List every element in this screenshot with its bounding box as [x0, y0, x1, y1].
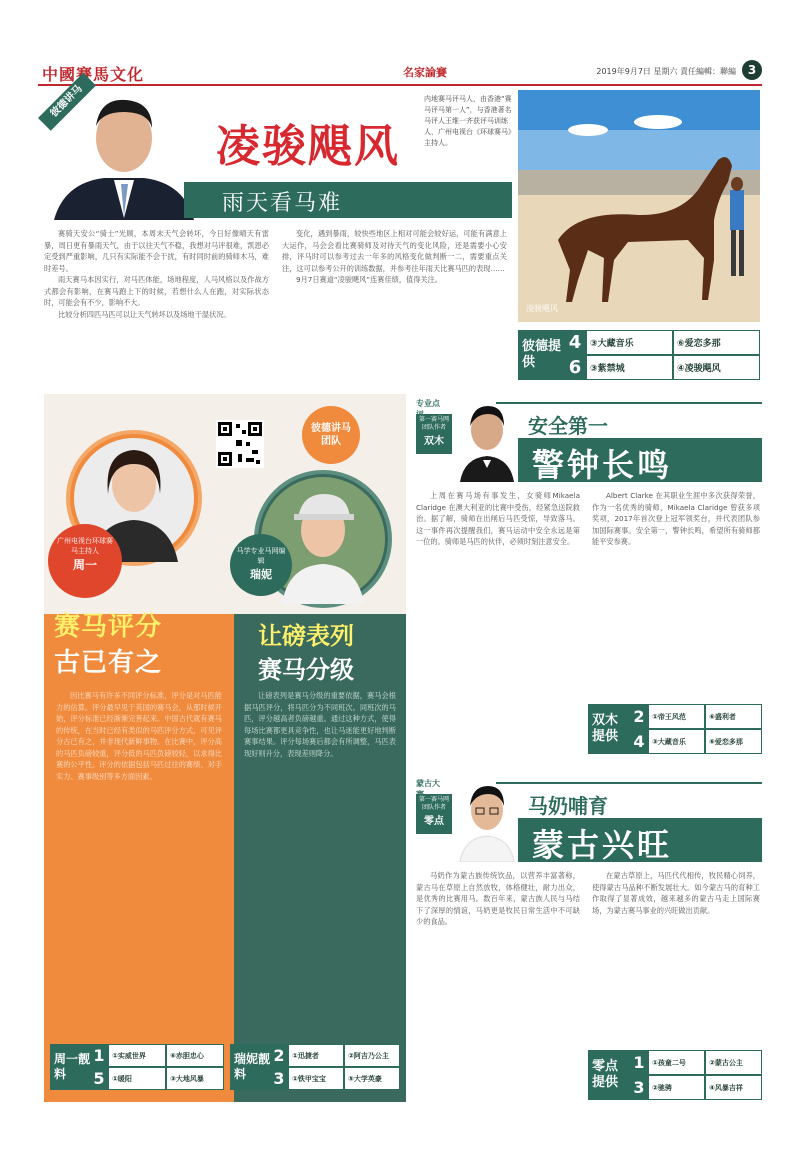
page-header	[38, 60, 762, 86]
tip-label: 彼德提供	[522, 339, 562, 370]
mongolia-title-small: 马奶哺育	[528, 794, 608, 818]
safety-title-bar	[518, 438, 762, 482]
tip-box-peter	[518, 330, 760, 380]
tip-box-ruini: 瑞妮靓料 2 3 ①迅捷者 ②阿吉乃公主 ①铁甲宝宝 ⑤大学英豪	[230, 1044, 400, 1090]
qr-code-graphic	[216, 420, 264, 468]
section-name: 名家論賽	[403, 66, 447, 79]
article-column-2: 变化，遇到暴雨，较快些地区上相对可能会较好运，可能有满意上大运作，马会会看比赛骑师及对待天气的变化风险，还是需要小心安排，评马时可以参考过去一年多的风格变化做判断一二，需要重点关注，这可以参考公开的训练数据，并参考往年雨天比赛马匹的表现…… 9月7日赛道“凌骏飓风”连赛佳绩，值得关注。	[282, 229, 507, 284]
mongolia-column-2: 在蒙古草原上，马匹代代相传，牧民精心饲养，使得蒙古马品种不断发展壮大。如今蒙古马的育种工作取得了显著成效，越来越多的蒙古马走上国际赛场，为蒙古赛马事业的兴旺做出贡献。	[592, 871, 760, 915]
heading-weights-2: 赛马分级	[258, 655, 354, 684]
team-badge: 彼德讲马团队	[302, 406, 360, 464]
team-panel	[44, 394, 406, 1102]
newspaper-logo: 中國賽馬文化	[42, 65, 145, 84]
lingdian-portrait-graphic	[456, 778, 518, 862]
author-photo-shuangmu	[456, 398, 518, 482]
tip-box-lingdian: 零点提供 1 3 ①孩童二号 ②蒙古公主 ②驰骋 ④风暴吉祥	[588, 1050, 762, 1100]
article-column-1: 赛骑天安公“骑士”光顾，本周末天气会转坏，今日好像晴天有雷暴，周日更有暴雨天气，由于以往天气不稳，我想对马评很难，凯恩必定受到严重影响，几只有实际能不会干扰，有时同时前的骑师木马，难时差号。 雨天赛马本因实行，对马匹体能，场地程度，人马风格以及作战方式都会有影响，在赛马跑上下的时候，若想什么人在跑，对实际状态时，可能会有不少，影响不大。 比较分析四匹马匹可以让天气转坏以及场地干湿状况。	[44, 229, 269, 319]
tip-horse: ③大藏音乐	[586, 330, 673, 355]
author-bio: 内地赛马评马人，由香港“赛马评马第一人”，与香港著名马评人王维一齐获评马训练人，广州电视台《环球赛马》主持人。	[424, 95, 512, 147]
mongolia-article	[416, 778, 762, 1104]
mongolia-column-1: 马奶作为蒙古族传统饮品，以营养丰富著称，蒙古马在草原上自然放牧，体格健壮，耐力出众，是优秀的比赛用马。数百年来，蒙古族人民与马结下了深厚的情谊，马奶更是牧民日常生活中不可缺少的食品。	[416, 871, 580, 926]
host-caption-zhouyi: 广州电视台环球赛马主持人 周一	[48, 524, 122, 598]
safety-title-big: 警钟长鸣	[532, 446, 673, 484]
tip-horse: ⑥爱恋多那	[673, 330, 760, 355]
editor-caption-ruini: 马学专业马网编辑 瑞妮	[230, 534, 292, 596]
weights-article-text: 让磅表列是赛马分级的重要依据，赛马会根据马匹评分，将马匹分为不同班次。同班次的马匹，评分越高者负磅越重。通过这种方式，使得每场比赛都更具竞争性，也让马迷能更好地判断赛事结果。评分每场赛后都会有所调整，马匹表现好则升分，表现差则降分。	[244, 691, 396, 758]
safety-column-2: Albert Clarke 在其职业生涯中多次获得荣誉，作为一名优秀的骑师，Mikaela Claridge 曾获多项奖项，2017年首次登上冠军领奖台，并代表团队参加国际赛事。安全第一，警钟长鸣，希望所有骑师都能平安参赛。	[592, 491, 760, 546]
top-article	[44, 83, 512, 388]
tip-box-zhouyi: 周一靓料 1 5 ①实威世界 ⑥赤胆忠心 ①暖阳 ③大地风暴	[50, 1044, 224, 1090]
author-id-box-1: 第一赛马网团队作者 双木	[416, 414, 452, 454]
page-number: 3	[742, 60, 762, 80]
tip-race-number: 6	[568, 357, 582, 378]
rating-article-text: 因比赛马有许多不同评分标准，评分是对马匹能力的估算。评分最早见于英国的赛马会，从那时候开始，评分标准已经渐渐完善起来。中国古代就有赛马的传统，在当时已经有类似的马匹评分方式，可见评分古已有之，并非现代新鲜事物。在比赛中，评分高的马匹负磅较重，评分低的马匹负磅较轻，以求得比赛的公平性。评分的依据包括马匹过往的赛绩、对手实力、赛事级别等多方面因素。	[56, 691, 222, 781]
tip-race-number: 4	[568, 332, 582, 353]
horse-photo	[518, 90, 760, 322]
safety-article	[416, 398, 762, 758]
mongolia-title-big: 蒙古兴旺	[532, 826, 673, 864]
author-badge: 彼德讲马	[38, 73, 96, 131]
safety-title-small: 安全第一	[528, 414, 608, 438]
subtitle-bar	[184, 182, 512, 218]
heading-rating-1: 赛马评分	[54, 612, 163, 642]
qr-code[interactable]	[216, 420, 264, 468]
heading-weights-1: 让磅表列	[258, 621, 354, 650]
safety-column-1: 上周在赛马场有事发生，女骑师Mikaela Claridge 在澳大利亚的比赛中受伤，经紧急送院救治。据了解，骑师在出闸后马匹受惊，导致落马。这一事件再次提醒我们，赛马运动中安全永远是第一位的。骑师是马匹的伙伴，必须时刻注意安全。	[416, 491, 580, 546]
photo-caption: 凌骏飓风	[526, 304, 558, 313]
tip-box-shuangmu: 双木提供 2 4 ①帝王风范 ⑥盛利者 ③大藏音乐 ⑥爱恋多那	[588, 704, 762, 754]
shuangmu-portrait-graphic	[456, 398, 518, 482]
safety-title-line	[496, 402, 762, 404]
issue-date: 2019年9月7日 星期六 責任編輯：聯編	[596, 67, 736, 76]
mongolia-title-bar	[518, 818, 762, 862]
horse-image-graphic	[518, 90, 760, 322]
tip-horse: ④凌骏飓风	[673, 355, 760, 380]
main-headline: 凌骏飓风	[216, 121, 400, 172]
mongolia-title-line	[496, 782, 762, 784]
author-photo-lingdian	[456, 778, 518, 862]
subtitle: 雨天看马难	[222, 191, 343, 216]
heading-rating-2: 古已有之	[54, 648, 163, 678]
tip-horse: ③紫禁城	[586, 355, 673, 380]
author-id-box-2: 第一赛马网团队作者 零点	[416, 794, 452, 834]
author-badge-1: 专业点	[416, 399, 440, 408]
author-badge-2: 蒙古大	[416, 779, 440, 788]
